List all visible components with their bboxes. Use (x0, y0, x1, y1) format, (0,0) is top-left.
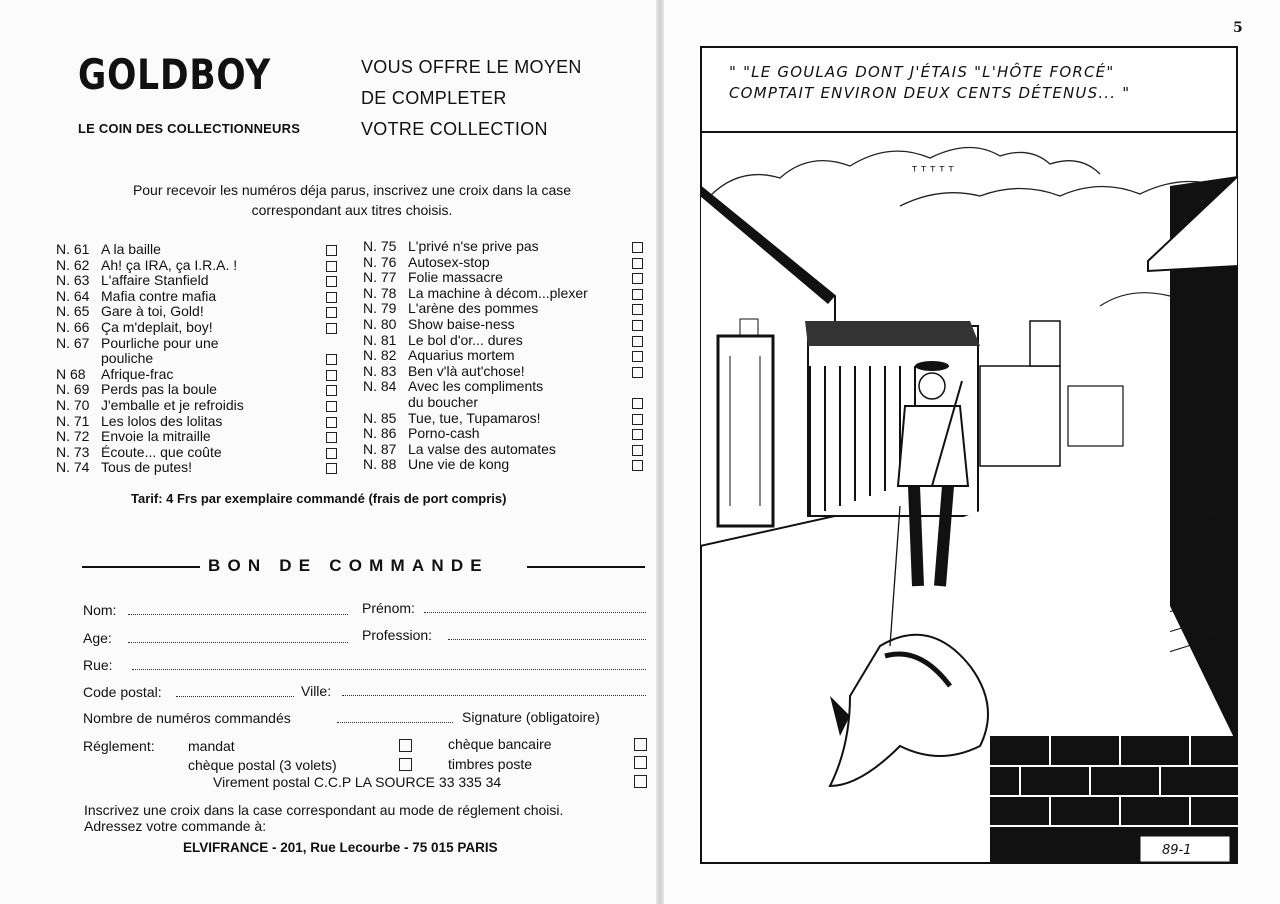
offer-text (361, 52, 582, 145)
footnote-text (84, 802, 563, 834)
issue-checkbox[interactable] (632, 351, 643, 362)
issue-checkbox[interactable] (326, 401, 337, 412)
issue-number: N. 71 (56, 412, 90, 429)
issue-row (363, 286, 588, 302)
issue-checkbox[interactable] (326, 276, 337, 287)
issue-title: L'arène des pommes (408, 300, 539, 317)
issue-number: N. 82 (363, 347, 397, 364)
nombre-field[interactable] (337, 722, 453, 723)
cheque-bancaire-label: chèque bancaire (448, 736, 552, 752)
issue-number: N. 88 (363, 456, 397, 473)
issue-title: Tous de putes! (101, 459, 193, 476)
issue-title: Afrique-frac (101, 365, 174, 382)
issue-title: Folie massacre (408, 269, 503, 286)
issue-title: Avec les compliments (408, 378, 544, 395)
issue-row (56, 289, 244, 305)
issue-number: N. 69 (56, 381, 90, 398)
comic-caption (729, 62, 1130, 104)
issue-row (363, 348, 588, 364)
issue-title: pouliche (101, 350, 154, 367)
issue-title: Ah! ça IRA, ça I.R.A. ! (101, 256, 238, 273)
birds-icon: ᵀ ᵀ ᵀ ᵀ ᵀ (912, 165, 954, 180)
issue-title: Une vie de kong (408, 456, 510, 473)
intro-text (72, 180, 632, 220)
issue-checkbox[interactable] (632, 414, 643, 425)
issue-title: Gare à toi, Gold! (101, 303, 204, 320)
issue-number: N. 83 (363, 362, 397, 379)
issue-title: Le bol d'or... dures (408, 331, 523, 348)
issue-row (363, 442, 588, 458)
issue-row (363, 317, 588, 333)
issue-checkbox[interactable] (632, 367, 643, 378)
issue-checkbox[interactable] (326, 417, 337, 428)
issue-row (56, 304, 244, 320)
art-signature: 89-1 (1162, 843, 1192, 858)
issue-list-left (56, 242, 244, 476)
issue-checkbox[interactable] (326, 323, 337, 334)
issue-row (56, 460, 244, 476)
issue-row (363, 457, 588, 473)
brand-title: GOLDBOY (78, 50, 272, 99)
issue-checkbox[interactable] (326, 245, 337, 256)
issue-checkbox[interactable] (326, 292, 337, 303)
issue-title: L'affaire Stanfield (101, 272, 209, 289)
timbres-label: timbres poste (448, 756, 533, 772)
issue-number: N. 78 (363, 284, 397, 301)
issue-title: Perds pas la boule (101, 381, 217, 398)
issue-row (363, 255, 588, 271)
issue-title: Show baise-ness (408, 315, 515, 332)
issue-row (363, 301, 588, 317)
issue-title: Porno-cash (408, 425, 480, 442)
nom-field[interactable] (128, 614, 348, 615)
issue-checkbox[interactable] (632, 320, 643, 331)
order-rule-left (82, 566, 200, 568)
issue-row (363, 395, 588, 411)
comic-panel-illustration (700, 46, 1238, 864)
footnote-line: Inscrivez une croix dans la case correspondant au mode de réglement choisi. (84, 802, 564, 818)
issue-row (363, 270, 588, 286)
issue-title: Aquarius mortem (408, 347, 515, 364)
issue-number: N. 72 (56, 428, 90, 445)
hut-number-plate (740, 319, 758, 335)
profession-field[interactable] (448, 639, 646, 640)
issue-number: N. 61 (56, 241, 90, 257)
issue-title: Ça m'deplait, boy! (101, 318, 213, 335)
issue-row (363, 239, 588, 255)
order-title: BON DE COMMANDE (208, 556, 489, 575)
issue-number: N. 74 (56, 459, 90, 476)
issue-number: N. 75 (363, 238, 397, 254)
issue-number: N. 85 (363, 409, 397, 426)
issue-title: Envoie la mitraille (101, 428, 211, 445)
issue-checkbox[interactable] (326, 307, 337, 318)
brand-subtitle: LE COIN DES COLLECTIONNEURS (78, 121, 301, 136)
issue-row (363, 411, 588, 427)
issue-number: N. 65 (56, 303, 90, 320)
issue-checkbox[interactable] (326, 354, 337, 365)
issue-row (56, 273, 244, 289)
issue-title: Autosex-stop (408, 253, 490, 270)
issue-checkbox[interactable] (632, 445, 643, 456)
footnote-line: Adressez votre commande à: (84, 818, 267, 834)
prenom-field[interactable] (424, 612, 646, 613)
intro-line: Pour recevoir les numéros déja parus, inscrivez une croix dans la case (132, 182, 572, 198)
issue-title: Les lolos des lolitas (101, 412, 223, 429)
ville-field[interactable] (342, 695, 646, 696)
issue-title: Ben v'là aut'chose! (408, 362, 525, 379)
issue-title: du boucher (408, 393, 479, 410)
cheque-bancaire-checkbox[interactable] (634, 738, 647, 751)
issue-number: N. 63 (56, 272, 90, 289)
issue-row (56, 429, 244, 445)
code-postal-field[interactable] (176, 696, 294, 697)
barrack-door (718, 336, 773, 526)
page-number: 5 (1233, 20, 1243, 36)
issue-checkbox[interactable] (632, 304, 643, 315)
issue-row (56, 351, 244, 367)
issue-title: Écoute... que coûte (101, 443, 222, 460)
book-gutter (656, 0, 664, 904)
issue-checkbox[interactable] (326, 385, 337, 396)
issue-row (363, 364, 588, 380)
issue-number: N. 76 (363, 253, 397, 270)
issue-checkbox[interactable] (632, 258, 643, 269)
issue-title: Mafia contre mafia (101, 287, 217, 304)
rue-field[interactable] (132, 669, 646, 670)
issue-number: N. 79 (363, 300, 397, 317)
watch-tower (1030, 321, 1060, 366)
caption-line: " "LE GOULAG DONT J'ÉTAIS "L'HÔTE FORCÉ" (729, 63, 1115, 81)
issue-checkbox[interactable] (326, 261, 337, 272)
issue-checkbox[interactable] (326, 463, 337, 474)
issue-number: N. 77 (363, 269, 397, 286)
intro-line: correspondant aux titres choisis. (251, 202, 453, 218)
issue-number: N. 80 (363, 315, 397, 332)
issue-title: Pourliche pour une (101, 334, 219, 351)
distant-hut (1068, 386, 1123, 446)
issue-number: N. 81 (363, 331, 397, 348)
issue-number (56, 351, 101, 367)
issue-list-right (363, 239, 588, 473)
issue-checkbox[interactable] (632, 460, 643, 471)
profession-label: Profession: (362, 627, 433, 643)
issue-title: Tue, tue, Tupamaros! (408, 409, 541, 426)
issue-row (56, 414, 244, 430)
mandat-checkbox[interactable] (399, 739, 412, 752)
order-rule-right (527, 566, 645, 568)
issue-number: N. 66 (56, 318, 90, 335)
tarif-text: Tarif: 4 Frs par exemplaire commandé (frais de port compris) (131, 491, 507, 506)
offer-line: DE COMPLETER (361, 88, 507, 108)
issue-number: N. 73 (56, 443, 90, 460)
issue-number: N. 64 (56, 287, 90, 304)
issue-row (363, 379, 588, 395)
issue-number (363, 395, 408, 411)
ville-label: Ville: (301, 683, 332, 699)
issue-checkbox[interactable] (632, 429, 643, 440)
code-postal-label: Code postal: (83, 684, 162, 700)
issue-number: N. 84 (363, 378, 397, 395)
issue-checkbox[interactable] (326, 448, 337, 459)
issue-number: N. 62 (56, 256, 90, 273)
issue-row (56, 398, 244, 414)
issue-checkbox[interactable] (326, 370, 337, 381)
issue-row (56, 320, 244, 336)
issue-checkbox[interactable] (632, 336, 643, 347)
reglement-label: Réglement: (83, 738, 155, 754)
issue-number: N 68 (56, 365, 86, 382)
issue-row (363, 426, 588, 442)
cheque-postal-label: chèque postal (3 volets) (188, 757, 337, 773)
issue-title: La valse des automates (408, 440, 556, 457)
issue-number: N. 67 (56, 334, 90, 351)
issue-row (56, 258, 244, 274)
signature-label: Signature (obligatoire) (462, 709, 600, 725)
timbres-checkbox[interactable] (634, 756, 647, 769)
issue-checkbox[interactable] (632, 273, 643, 284)
nom-label: Nom: (83, 602, 117, 618)
age-field[interactable] (128, 642, 348, 643)
issue-title: L'privé n'se prive pas (408, 238, 539, 254)
mandat-label: mandat (188, 738, 235, 754)
issue-row (56, 367, 244, 383)
issue-row (56, 382, 244, 398)
issue-number: N. 70 (56, 396, 90, 413)
age-label: Age: (83, 630, 112, 646)
issue-checkbox[interactable] (632, 398, 643, 409)
issue-row (56, 445, 244, 461)
issue-title: La machine à décom...plexer (408, 284, 588, 301)
prenom-label: Prénom: (362, 600, 415, 616)
issue-title: J'emballe et je refroidis (101, 396, 244, 413)
issue-number: N. 87 (363, 440, 397, 457)
caption-line: COMPTAIT ENVIRON DEUX CENTS DÉTENUS... " (729, 84, 1131, 102)
issue-number: N. 86 (363, 425, 397, 442)
publisher-address: ELVIFRANCE - 201, Rue Lecourbe - 75 015 PARIS (183, 840, 498, 855)
issue-row (56, 336, 244, 352)
virement-label: Virement postal C.C.P LA SOURCE 33 335 34 (213, 774, 502, 790)
issue-checkbox[interactable] (326, 432, 337, 443)
offer-line: VOUS OFFRE LE MOYEN (361, 57, 582, 77)
hut-roof (805, 321, 980, 346)
issue-checkbox[interactable] (632, 289, 643, 300)
distant-hut (980, 366, 1060, 466)
virement-checkbox[interactable] (634, 775, 647, 788)
offer-line: VOTRE COLLECTION (361, 119, 548, 139)
rue-label: Rue: (83, 657, 113, 673)
issue-checkbox[interactable] (632, 242, 643, 253)
issue-title: A la baille (101, 241, 161, 257)
nombre-label: Nombre de numéros commandés (83, 710, 291, 726)
cheque-postal-checkbox[interactable] (399, 758, 412, 771)
issue-row (56, 242, 244, 258)
issue-row (363, 333, 588, 349)
